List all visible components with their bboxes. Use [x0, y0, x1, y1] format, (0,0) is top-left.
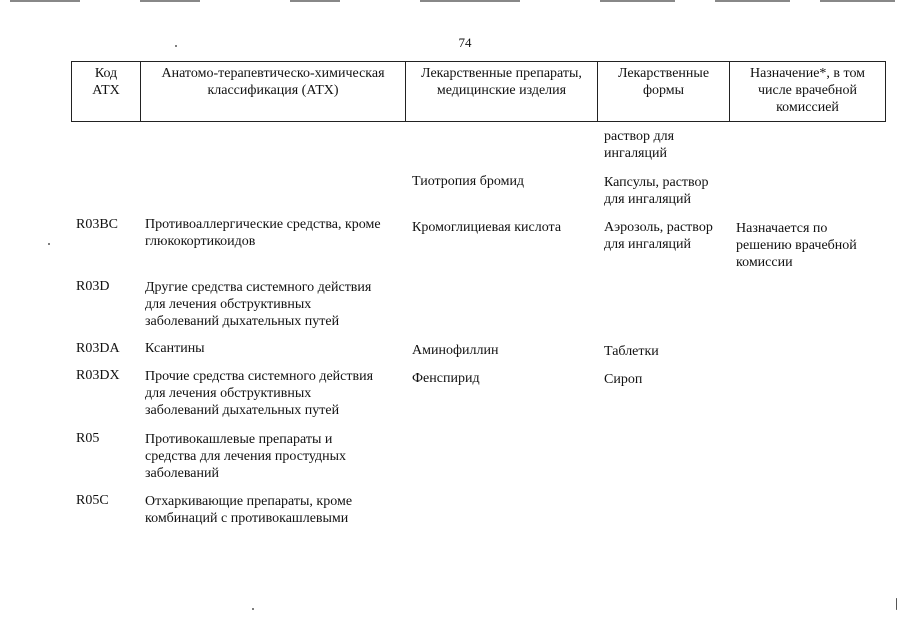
- row-classification: Другие средства системного действия для лечения обструктивных заболеваний дыхательных путей: [145, 280, 372, 329]
- header-classification-text: Анатомо-терапевтическо-химическая классификация (АТХ): [161, 66, 385, 98]
- table-header: [71, 61, 886, 122]
- header-classification: [141, 62, 406, 121]
- scan-artifact: [715, 0, 790, 2]
- scan-artifact: [140, 0, 200, 2]
- row-classification: Противоаллергические средства, кроме глюкокортикоидов: [145, 217, 381, 249]
- row-code: R05C: [76, 493, 109, 508]
- row-code: R03DA: [76, 341, 120, 356]
- scan-speck: [175, 45, 177, 47]
- scan-speck: [48, 243, 50, 245]
- row-code: R05: [76, 431, 100, 446]
- scan-artifact: [420, 0, 520, 2]
- row-drug: Кромоглициевая кислота: [412, 220, 562, 235]
- row-drug: Фенспирид: [412, 371, 480, 386]
- header-forms-text: Лекарственные формы: [617, 66, 710, 98]
- row-classification: Отхаркивающие препараты, кроме комбинаций с противокашлевыми: [145, 494, 353, 526]
- scan-speck: [896, 598, 897, 610]
- scan-artifact: [10, 0, 80, 2]
- row-code: R03BC: [76, 217, 119, 232]
- header-drugs: [406, 62, 598, 121]
- scan-speck: [252, 608, 254, 610]
- row-form: Аэрозоль, раствор для ингаляций: [604, 220, 713, 252]
- scan-artifact: [600, 0, 675, 2]
- header-code: [72, 62, 141, 121]
- row-form: Капсулы, раствор для ингаляций: [604, 175, 709, 207]
- row-code: R03D: [76, 279, 110, 294]
- scan-artifact: [290, 0, 340, 2]
- header-purpose: [730, 62, 885, 121]
- header-purpose-text: Назначение*, в том числе врачебной комиссией: [749, 66, 866, 115]
- scan-artifact: [820, 0, 895, 2]
- row-classification: Прочие средства системного действия для лечения обструктивных заболеваний дыхательных путей: [145, 369, 374, 418]
- row-classification: Ксантины: [145, 341, 205, 356]
- row-classification: Противокашлевые препараты и средства для лечения простудных заболеваний: [145, 432, 347, 481]
- row-drug: Тиотропия бромид: [412, 174, 525, 189]
- header-drugs-text: Лекарственные препараты, медицинские изделия: [421, 66, 582, 98]
- row-note: Назначается по решению врачебной комиссии: [736, 221, 857, 270]
- row-form: раствор для ингаляций: [604, 129, 675, 161]
- row-drug: Аминофиллин: [412, 343, 499, 358]
- row-form: Сироп: [604, 372, 643, 387]
- row-code: R03DX: [76, 368, 120, 383]
- row-form: Таблетки: [604, 344, 659, 359]
- header-forms: [598, 62, 730, 121]
- page-number: 74: [458, 35, 472, 50]
- header-code-text: Код АТХ: [92, 66, 120, 98]
